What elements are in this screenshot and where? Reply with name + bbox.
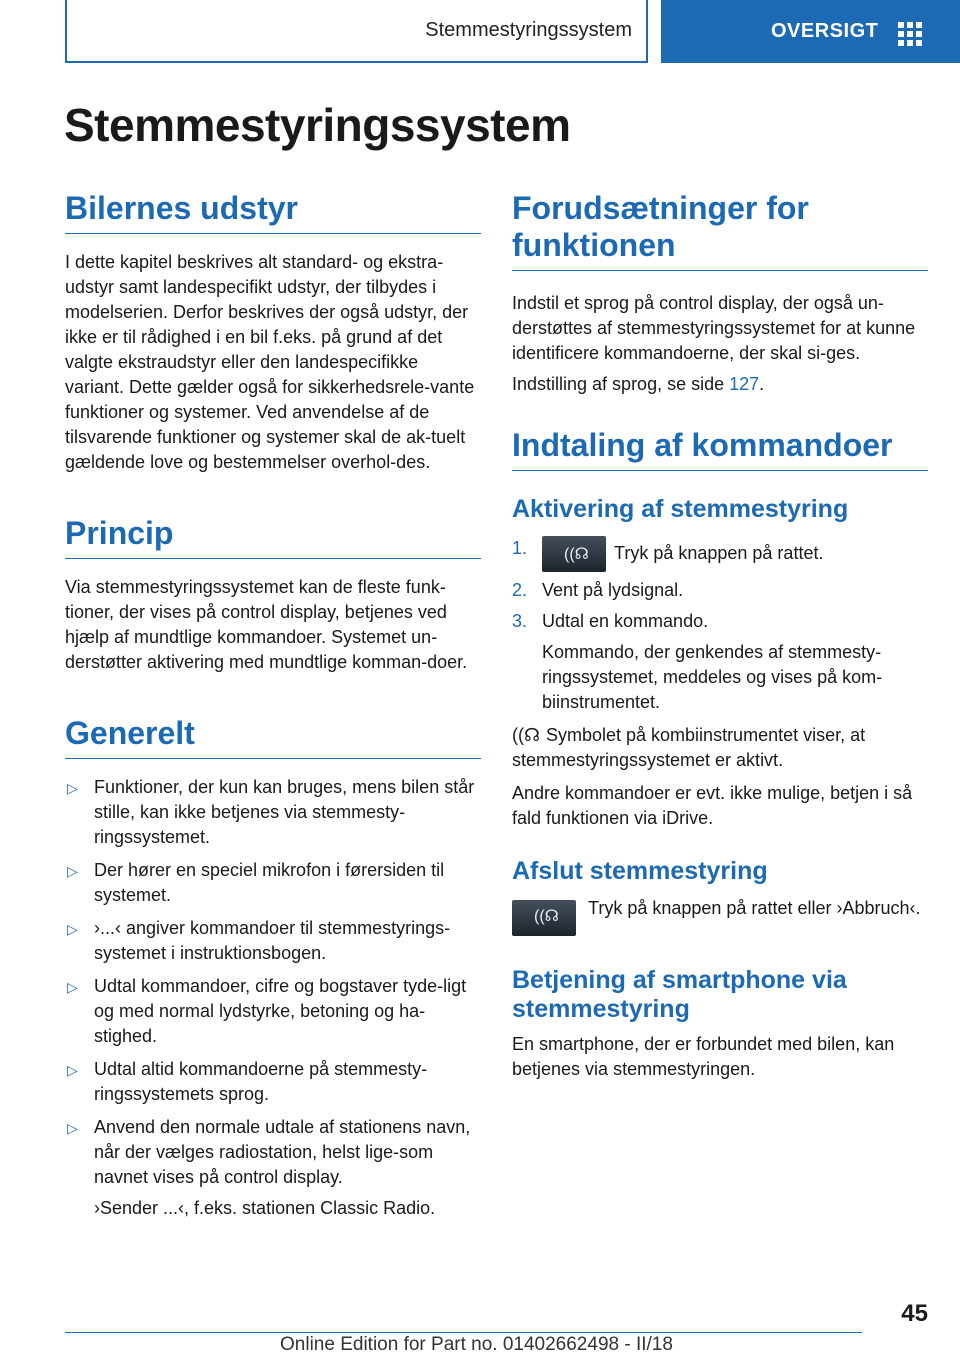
- list-item: ▷ Der hører en speciel mikrofon i førersiden til systemet.: [67, 860, 445, 905]
- voice-icon: ((☊: [564, 546, 589, 563]
- list-item: ▷ Anvend den normale udtale af stationens navn, når der vælges radiostation, helst lige-som navnet vises på control display. ›Sender ...‹, f.eks. stationen Classic Radio.: [65, 1115, 481, 1221]
- footer-divider: [65, 1332, 862, 1333]
- step3-sub: Kommando, der genkendes af stemmesty-ringssystemet, meddeles og vises på kom-biinstrumentet.: [542, 642, 883, 712]
- overview-label: OVERSIGT: [771, 20, 879, 42]
- page-title: Stemmestyringssystem: [64, 99, 571, 151]
- header-section-tab: [65, 0, 648, 63]
- voice-symbol-icon: ((☊: [512, 725, 540, 745]
- page-link[interactable]: 127: [729, 374, 760, 394]
- left-column: [65, 190, 481, 1229]
- triangle-bullet-icon: ▷: [67, 863, 78, 879]
- list-item: ▷ ›...‹ angiver kommandoer til stemmestyrings-systemet i instruktionsbogen.: [67, 918, 451, 963]
- page-number: 45: [901, 1300, 928, 1327]
- heading-indtaling: Indtaling af kommandoer: [512, 427, 928, 471]
- heading-forudsaetninger: Forudsætninger for funktionen: [512, 190, 928, 271]
- list-item: 3. Udtal en kommando. Kommando, der genkendes af stemmesty-ringssystemet, meddeles og vises på kom-biinstrumentet.: [512, 609, 928, 715]
- heading-afslut: Afslut stemmestyring: [512, 857, 768, 885]
- heading-aktivering: Aktivering af stemmestyring: [512, 495, 849, 523]
- triangle-bullet-icon: ▷: [67, 921, 78, 937]
- list-item: ▷ Udtal altid kommandoerne på stemmesty-ringssystemets sprog.: [67, 1059, 428, 1104]
- header-section-label: Stemmestyringssystem: [425, 19, 632, 41]
- voice-button-image: [512, 900, 576, 936]
- voice-button-image: [542, 536, 606, 572]
- paragraph-smartphone: En smartphone, der er forbundet med bilen, kan betjenes via stemmestyringen.: [512, 1034, 895, 1079]
- paragraph-afslut: Tryk på knappen på rattet eller ›Abbruch‹.: [588, 898, 921, 918]
- triangle-bullet-icon: ▷: [67, 1062, 78, 1078]
- overview-button[interactable]: [661, 0, 960, 63]
- voice-icon: ((☊: [534, 908, 559, 925]
- paragraph-sprog: Indstilling af sprog, se side 127.: [512, 374, 765, 394]
- paragraph-symbol: ((☊ Symbolet på kombiinstrumentet viser, at stemmestyringssystemet er aktivt.: [512, 725, 866, 770]
- heading-princip: Princip: [65, 515, 481, 559]
- list-item: 1. ((☊ Tryk på knappen på rattet.: [512, 536, 928, 572]
- bullet-list: [65, 775, 481, 1221]
- paragraph-princip: Via stemmestyringssystemet kan de fleste funk-tioner, der vises på control display, betjenes ved hjælp af mundtlige kommandoer. Systemet un-derstøtter aktivering med mundtlige komman-doer.: [65, 577, 468, 672]
- steps-list: [512, 536, 928, 715]
- heading-generelt: Generelt: [65, 715, 481, 759]
- paragraph-udstyr: I dette kapitel beskrives alt standard- og ekstra-udstyr samt landespecifikt udstyr, der tilbydes i modelserien. Derfor beskrives der også udstyr, der ikke er til rådighed i en bil f.eks. på grund af det valgte ekstraudstyr eller den landespecifikke variant. Dette gælder også for sikkerhedsrele-vante funktioner og systemer. Ved anvendelse af de tilsvarende funktioner og systemer skal de ak-tuelt gældende love og bestemmelser overhol-des.: [65, 252, 475, 472]
- list-item: 2. Vent på lydsignal.: [512, 580, 684, 600]
- triangle-bullet-icon: ▷: [67, 979, 78, 995]
- triangle-bullet-icon: ▷: [67, 780, 78, 796]
- footer-edition: Online Edition for Part no. 01402662498 - II/18: [280, 1334, 673, 1355]
- paragraph-other-commands: Andre kommandoer er evt. ikke mulige, betjen i så fald funktionen via iDrive.: [512, 783, 913, 828]
- afslut-row: [512, 896, 928, 936]
- bullet-extra: ›Sender ...‹, f.eks. stationen Classic Radio.: [94, 1198, 436, 1218]
- right-column: [512, 190, 928, 1082]
- heading-smartphone: Betjening af smartphone via stemmestyring: [512, 966, 847, 1023]
- triangle-bullet-icon: ▷: [67, 1120, 78, 1136]
- list-item: ▷ Udtal kommandoer, cifre og bogstaver tyde-ligt og med normal lydstyrke, betoning og ha-stighed.: [67, 976, 467, 1046]
- heading-bilernes-udstyr: Bilernes udstyr: [65, 190, 481, 234]
- list-item: ▷ Funktioner, der kun kan bruges, mens bilen står stille, kan ikke betjenes via stemmesty-ringssystemet.: [67, 777, 475, 847]
- paragraph-forudsaetninger: Indstil et sprog på control display, der også un-derstøttes af stemmestyringssystemet for at kunne identificere kommandoerne, der skal si-ges.: [512, 293, 916, 363]
- grid-menu-icon: [898, 22, 922, 46]
